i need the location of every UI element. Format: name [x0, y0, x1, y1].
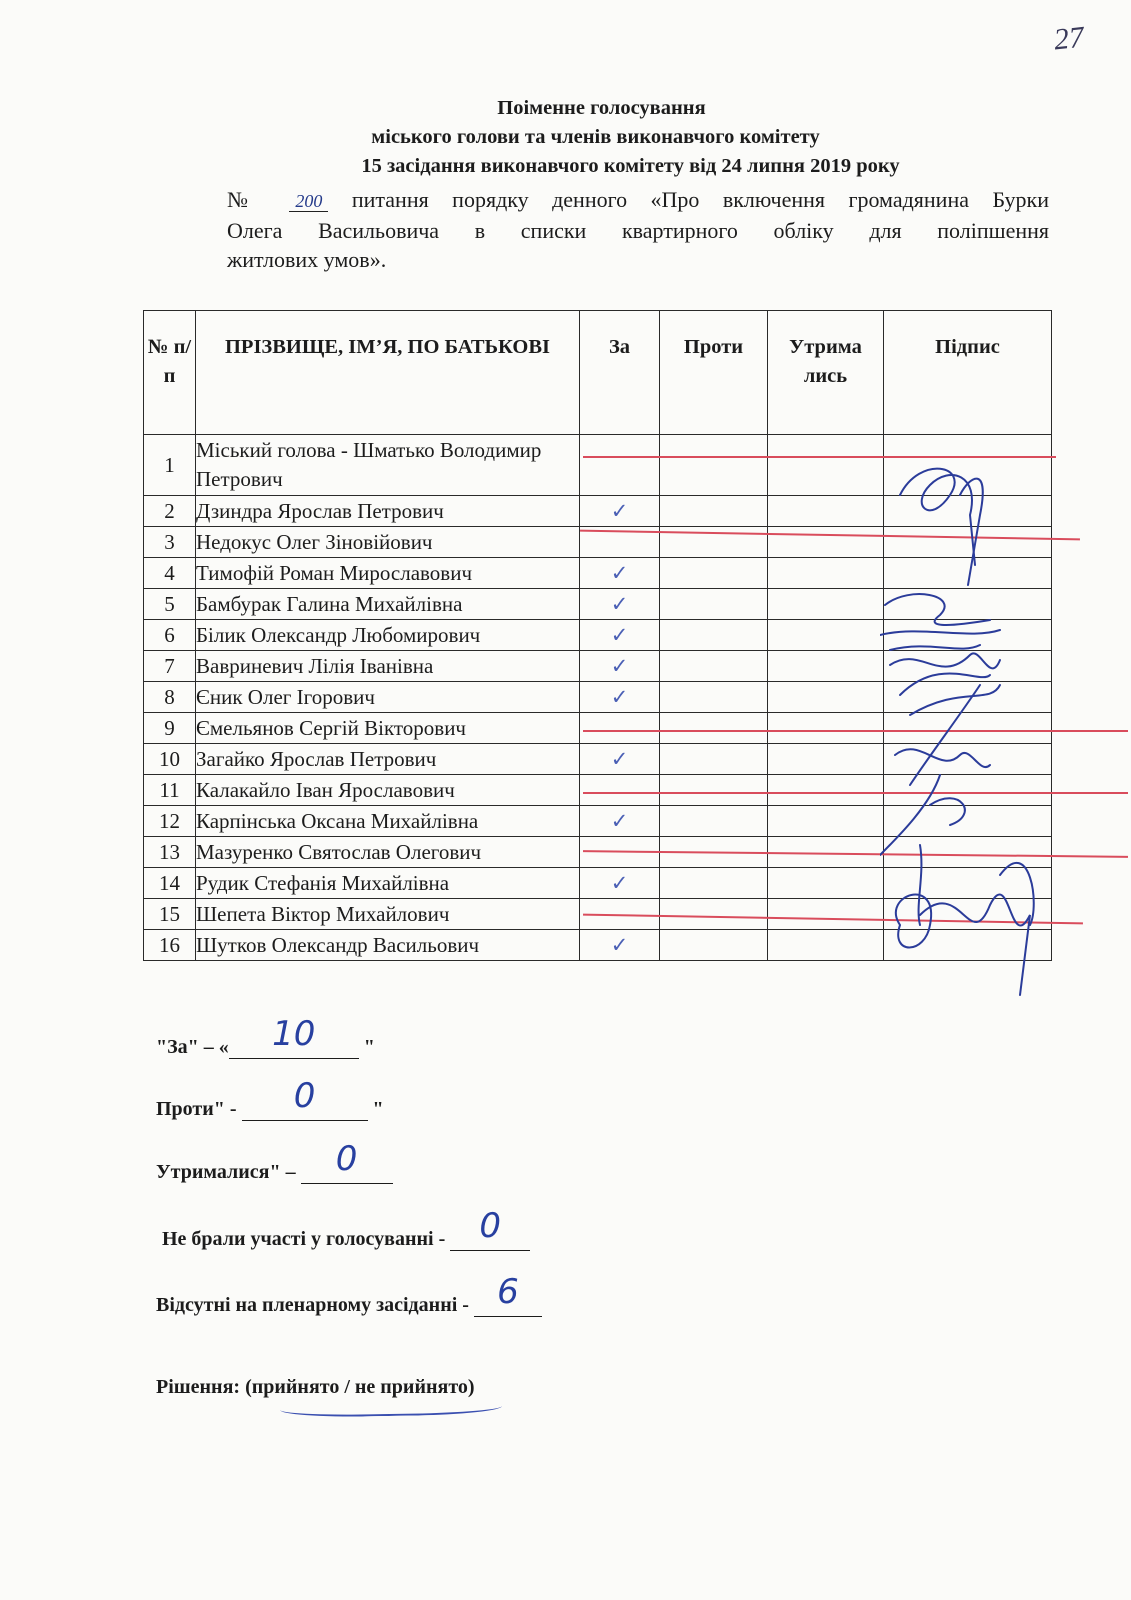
- row-number: 4: [144, 558, 196, 589]
- vote-for-cell: ✓: [580, 744, 660, 775]
- vote-abstain-cell: [768, 620, 884, 651]
- summary-absent-value: 6: [497, 1272, 519, 1312]
- header-signature: Підпис: [884, 311, 1052, 435]
- question-number: 200: [289, 191, 328, 212]
- header-num: № п/п: [144, 311, 196, 435]
- vote-against-cell: [660, 496, 768, 527]
- vote-against-cell: [660, 930, 768, 961]
- member-name: Карпінська Оксана Михайлівна: [196, 806, 580, 837]
- vote-for-cell: [580, 435, 660, 496]
- member-name: Єник Олег Ігорович: [196, 682, 580, 713]
- header-against: Проти: [660, 311, 768, 435]
- row-number: 15: [144, 899, 196, 930]
- vote-for-cell: ✓: [580, 868, 660, 899]
- member-name: Білик Олександр Любомирович: [196, 620, 580, 651]
- row-number: 6: [144, 620, 196, 651]
- row-number: 3: [144, 527, 196, 558]
- header-title: Поіменне голосування: [497, 97, 706, 119]
- vote-for-cell: ✓: [580, 930, 660, 961]
- header-subtitle: міського голови та членів виконавчого комітету: [371, 126, 820, 148]
- row-number: 9: [144, 713, 196, 744]
- signatures-scribble: [880, 455, 1060, 1025]
- vote-abstain-cell: [768, 775, 884, 806]
- member-name: Загайко Ярослав Петрович: [196, 744, 580, 775]
- vote-against-cell: [660, 558, 768, 589]
- row-number: 11: [144, 775, 196, 806]
- vote-for-cell: ✓: [580, 682, 660, 713]
- vote-abstain-cell: [768, 744, 884, 775]
- summary-not-voted-label: Не брали участі у голосуванні -: [162, 1228, 446, 1250]
- summary-not-voted: [162, 1206, 530, 1251]
- vote-abstain-cell: [768, 496, 884, 527]
- summary-absent: [156, 1272, 542, 1317]
- member-name: Тимофій Роман Мирославович: [196, 558, 580, 589]
- vote-abstain-cell: [768, 806, 884, 837]
- member-name: Шутков Олександр Васильович: [196, 930, 580, 961]
- vote-abstain-cell: [768, 868, 884, 899]
- member-name: Шепета Віктор Михайлович: [196, 899, 580, 930]
- vote-against-cell: [660, 620, 768, 651]
- vote-against-cell: [660, 651, 768, 682]
- vote-for-cell: ✓: [580, 651, 660, 682]
- header-session: 15 засідання виконавчого комітету від 24 липня 2019 року: [361, 155, 900, 177]
- vote-against-cell: [660, 806, 768, 837]
- vote-against-cell: [660, 868, 768, 899]
- summary-abstain-label: Утрималися" –: [156, 1161, 296, 1183]
- summary-absent-label: Відсутні на пленарному засіданні -: [156, 1294, 469, 1316]
- summary-for-label: "За" – «: [156, 1036, 229, 1058]
- member-name: Міський голова - Шматько Володимир Петрович: [196, 435, 580, 496]
- summary-against: [156, 1076, 384, 1121]
- document-header: [0, 94, 1131, 181]
- vote-for-cell: [580, 713, 660, 744]
- summary-abstain: [156, 1139, 393, 1184]
- member-name: Вавриневич Лілія Іванівна: [196, 651, 580, 682]
- header-name: ПРІЗВИЩЕ, ІМ’Я, ПО БАТЬКОВІ: [196, 311, 580, 435]
- decision-line: Рішення: (прийнято / не прийнято): [156, 1376, 475, 1398]
- vote-abstain-cell: [768, 713, 884, 744]
- row-number: 8: [144, 682, 196, 713]
- summary-abstain-value: 0: [335, 1139, 358, 1179]
- summary-against-value: 0: [293, 1076, 316, 1116]
- question-text-1: питання порядку денного «Про включення громадянина Бурки: [351, 187, 1049, 212]
- vote-against-cell: [660, 744, 768, 775]
- row-number: 7: [144, 651, 196, 682]
- member-name: Недокус Олег Зіновійович: [196, 527, 580, 558]
- header-abstain: Утрима лись: [768, 311, 884, 435]
- summary-quote: ": [372, 1098, 384, 1120]
- summary-for-value: 10: [272, 1014, 316, 1054]
- vote-for-cell: ✓: [580, 558, 660, 589]
- row-number: 2: [144, 496, 196, 527]
- vote-abstain-cell: [768, 899, 884, 930]
- row-number: 14: [144, 868, 196, 899]
- question-line-3: житлових умов».: [227, 247, 387, 272]
- vote-abstain-cell: [768, 558, 884, 589]
- vote-abstain-cell: [768, 651, 884, 682]
- vote-abstain-cell: [768, 682, 884, 713]
- row-number: 5: [144, 589, 196, 620]
- agenda-question: [227, 185, 1049, 274]
- question-prefix: №: [227, 187, 266, 212]
- member-name: Ємельянов Сергій Вікторович: [196, 713, 580, 744]
- member-name: Рудик Стефанія Михайлівна: [196, 868, 580, 899]
- vote-abstain-cell: [768, 589, 884, 620]
- question-line-1: [227, 185, 1049, 216]
- vote-for-cell: ✓: [580, 589, 660, 620]
- member-name: Бамбурак Галина Михайлівна: [196, 589, 580, 620]
- vote-abstain-cell: [768, 527, 884, 558]
- member-name: Мазуренко Святослав Олегович: [196, 837, 580, 868]
- decision-underline: [280, 1394, 502, 1418]
- table-header-row: [144, 311, 1052, 435]
- row-number: 1: [144, 435, 196, 496]
- summary-not-voted-value: 0: [479, 1206, 502, 1246]
- vote-against-cell: [660, 713, 768, 744]
- vote-abstain-cell: [768, 930, 884, 961]
- vote-against-cell: [660, 899, 768, 930]
- vote-against-cell: [660, 775, 768, 806]
- member-name: Дзиндра Ярослав Петрович: [196, 496, 580, 527]
- summary-for: [156, 1014, 375, 1059]
- row-number: 10: [144, 744, 196, 775]
- vote-abstain-cell: [768, 435, 884, 496]
- member-name: Калакайло Іван Ярославович: [196, 775, 580, 806]
- page-number: 27: [1052, 20, 1086, 57]
- vote-against-cell: [660, 589, 768, 620]
- vote-for-cell: ✓: [580, 620, 660, 651]
- row-number: 13: [144, 837, 196, 868]
- vote-against-cell: [660, 682, 768, 713]
- row-number: 16: [144, 930, 196, 961]
- question-line-2: Олега Васильовича в списки квартирного обліку для поліпшення: [227, 218, 1049, 243]
- vote-for-cell: [580, 775, 660, 806]
- summary-quote: ": [363, 1036, 375, 1058]
- vote-for-cell: ✓: [580, 496, 660, 527]
- header-for: За: [580, 311, 660, 435]
- summary-against-label: Проти" -: [156, 1098, 237, 1120]
- vote-for-cell: ✓: [580, 806, 660, 837]
- vote-against-cell: [660, 435, 768, 496]
- row-number: 12: [144, 806, 196, 837]
